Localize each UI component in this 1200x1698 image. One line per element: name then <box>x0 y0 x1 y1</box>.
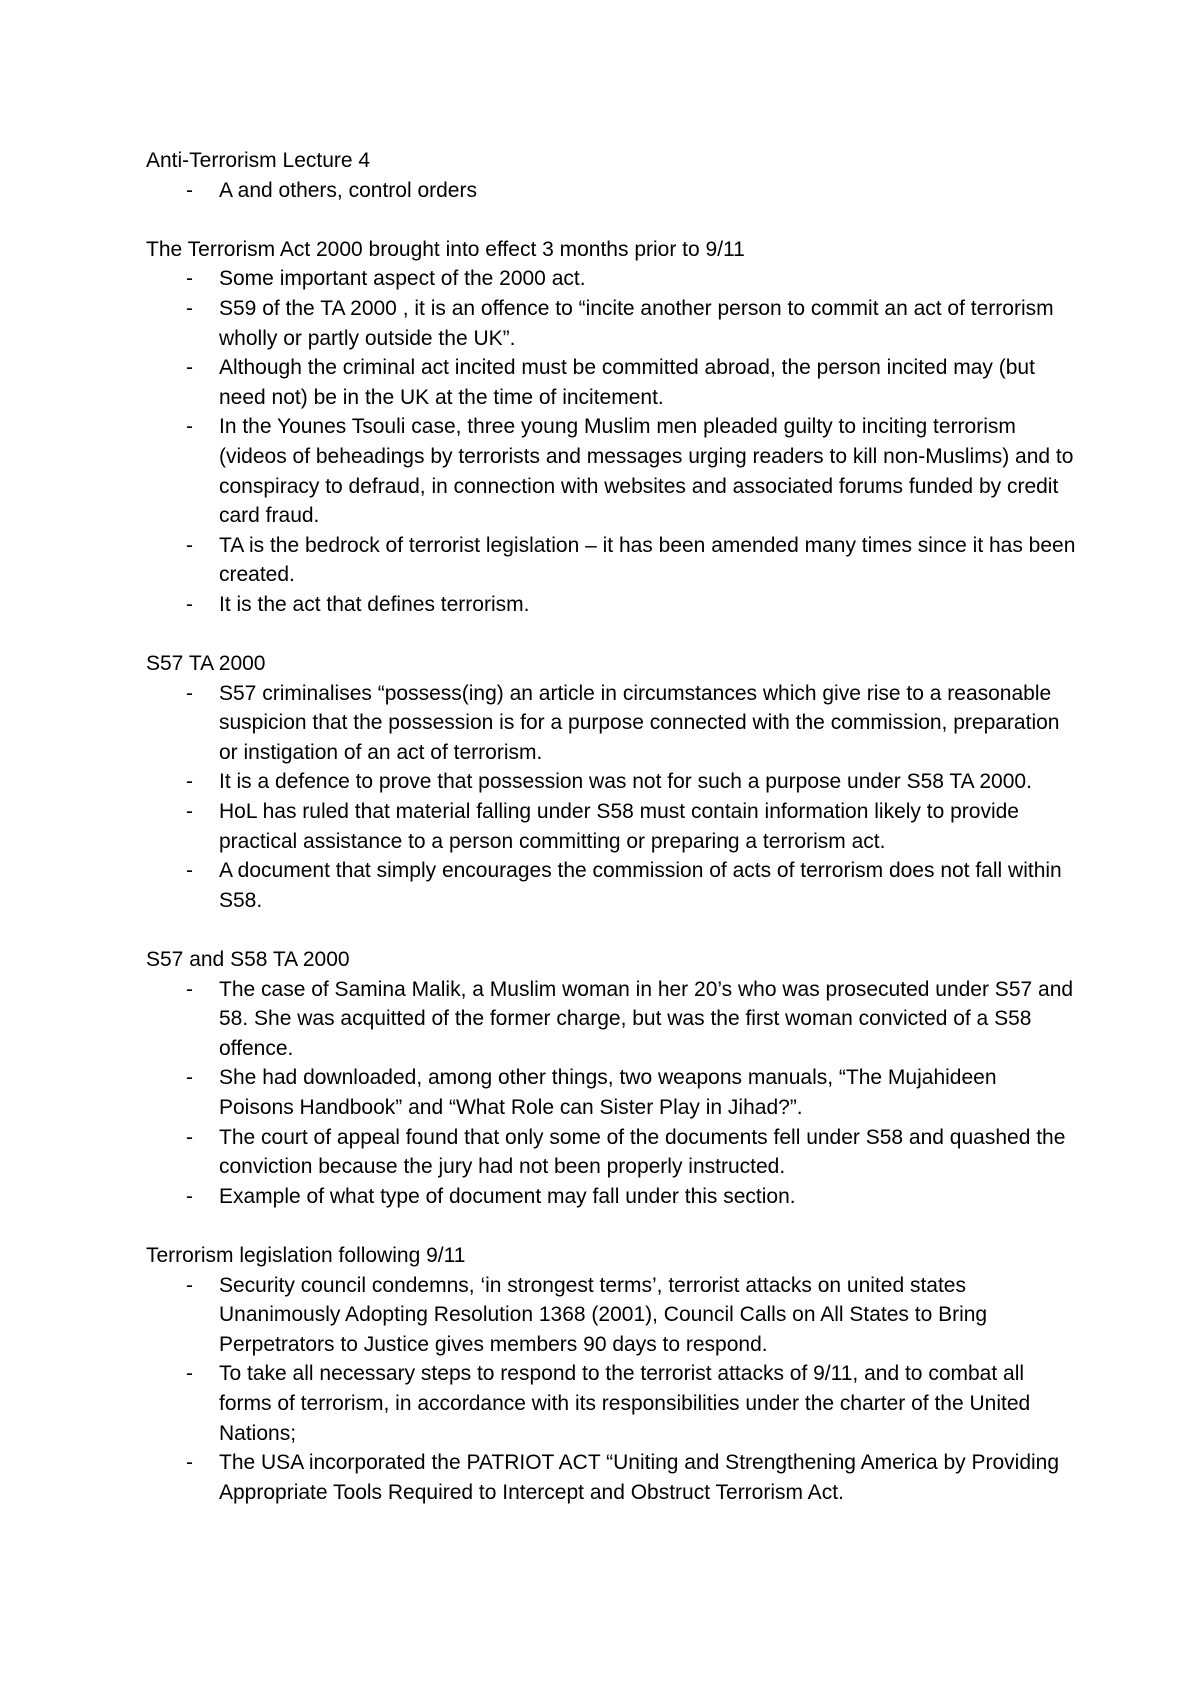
bullet-list <box>146 975 1076 1212</box>
section-heading: S57 TA 2000 <box>146 652 266 676</box>
bullet-item: - TA is the bedrock of terrorist legislation – it has been amended many times since it has been created. <box>146 531 1076 590</box>
bullet-item: - To take all necessary steps to respond to the terrorist attacks of 9/11, and to combat all forms of terrorism, in accordance with its responsibilities under the charter of the United Nations; <box>146 1359 1076 1448</box>
bullet-item: - The USA incorporated the PATRIOT ACT “Uniting and Strengthening America by Providing Appropriate Tools Required to Intercept and Obstruct Terrorism Act. <box>146 1448 1076 1507</box>
section-s57 <box>146 649 1076 915</box>
bullet-item: - Example of what type of document may fall under this section. <box>146 1182 1076 1212</box>
bullet-item: - Some important aspect of the 2000 act. <box>146 264 1076 294</box>
bullet-item: - She had downloaded, among other things, two weapons manuals, “The Mujahideen Poisons Handbook” and “What Role can Sister Play in Jihad?”. <box>146 1063 1076 1122</box>
bullet-item: - The case of Samina Malik, a Muslim woman in her 20’s who was prosecuted under S57 and 58. She was acquitted of the former charge, but was the first woman convicted of a S58 offence. <box>146 975 1076 1064</box>
bullet-item: - Security council condemns, ‘in strongest terms’, terrorist attacks on united states Unanimously Adopting Resolution 1368 (2001), Council Calls on All States to Bring Perpetrators to Justice gives members 90 days to respond. <box>146 1271 1076 1360</box>
bullet-list <box>146 176 1076 206</box>
bullet-item: - HoL has ruled that material falling under S58 must contain information likely to provide practical assistance to a person committing or preparing a terrorism act. <box>146 797 1076 856</box>
bullet-item: - In the Younes Tsouli case, three young Muslim men pleaded guilty to inciting terrorism (videos of beheadings by terrorists and messages urging readers to kill non-Muslims) and to conspiracy to defraud, in connection with websites and associated forums funded by credit card fraud. <box>146 412 1076 530</box>
bullet-item: - S59 of the TA 2000 , it is an offence to “incite another person to commit an act of terrorism wholly or partly outside the UK”. <box>146 294 1076 353</box>
section-heading: S57 and S58 TA 2000 <box>146 948 350 972</box>
bullet-item: - It is the act that defines terrorism. <box>146 590 1076 620</box>
bullet-list <box>146 264 1076 619</box>
document-page <box>146 146 1076 1537</box>
bullet-item: - A and others, control orders <box>146 176 1076 206</box>
section-legislation-following-911 <box>146 1241 1076 1507</box>
section-terrorism-act-2000 <box>146 235 1076 620</box>
bullet-item: - A document that simply encourages the commission of acts of terrorism does not fall within S58. <box>146 856 1076 915</box>
bullet-item: - Although the criminal act incited must be committed abroad, the person incited may (but need not) be in the UK at the time of incitement. <box>146 353 1076 412</box>
section-heading: Anti-Terrorism Lecture 4 <box>146 149 371 172</box>
section-heading: The Terrorism Act 2000 brought into effect 3 months prior to 9/11 <box>146 237 745 261</box>
bullet-item: - S57 criminalises “possess(ing) an article in circumstances which give rise to a reasonable suspicion that the possession is for a purpose connected with the commission, preparation or instigation of an act of terrorism. <box>146 679 1076 768</box>
section-heading: Terrorism legislation following 9/11 <box>146 1243 466 1267</box>
section-lecture-title <box>146 146 1076 205</box>
bullet-list <box>146 679 1076 916</box>
bullet-item: - It is a defence to prove that possession was not for such a purpose under S58 TA 2000. <box>146 767 1076 797</box>
bullet-item: - The court of appeal found that only some of the documents fell under S58 and quashed the conviction because the jury had not been properly instructed. <box>146 1123 1076 1182</box>
section-s57-and-s58 <box>146 945 1076 1211</box>
bullet-list <box>146 1271 1076 1508</box>
